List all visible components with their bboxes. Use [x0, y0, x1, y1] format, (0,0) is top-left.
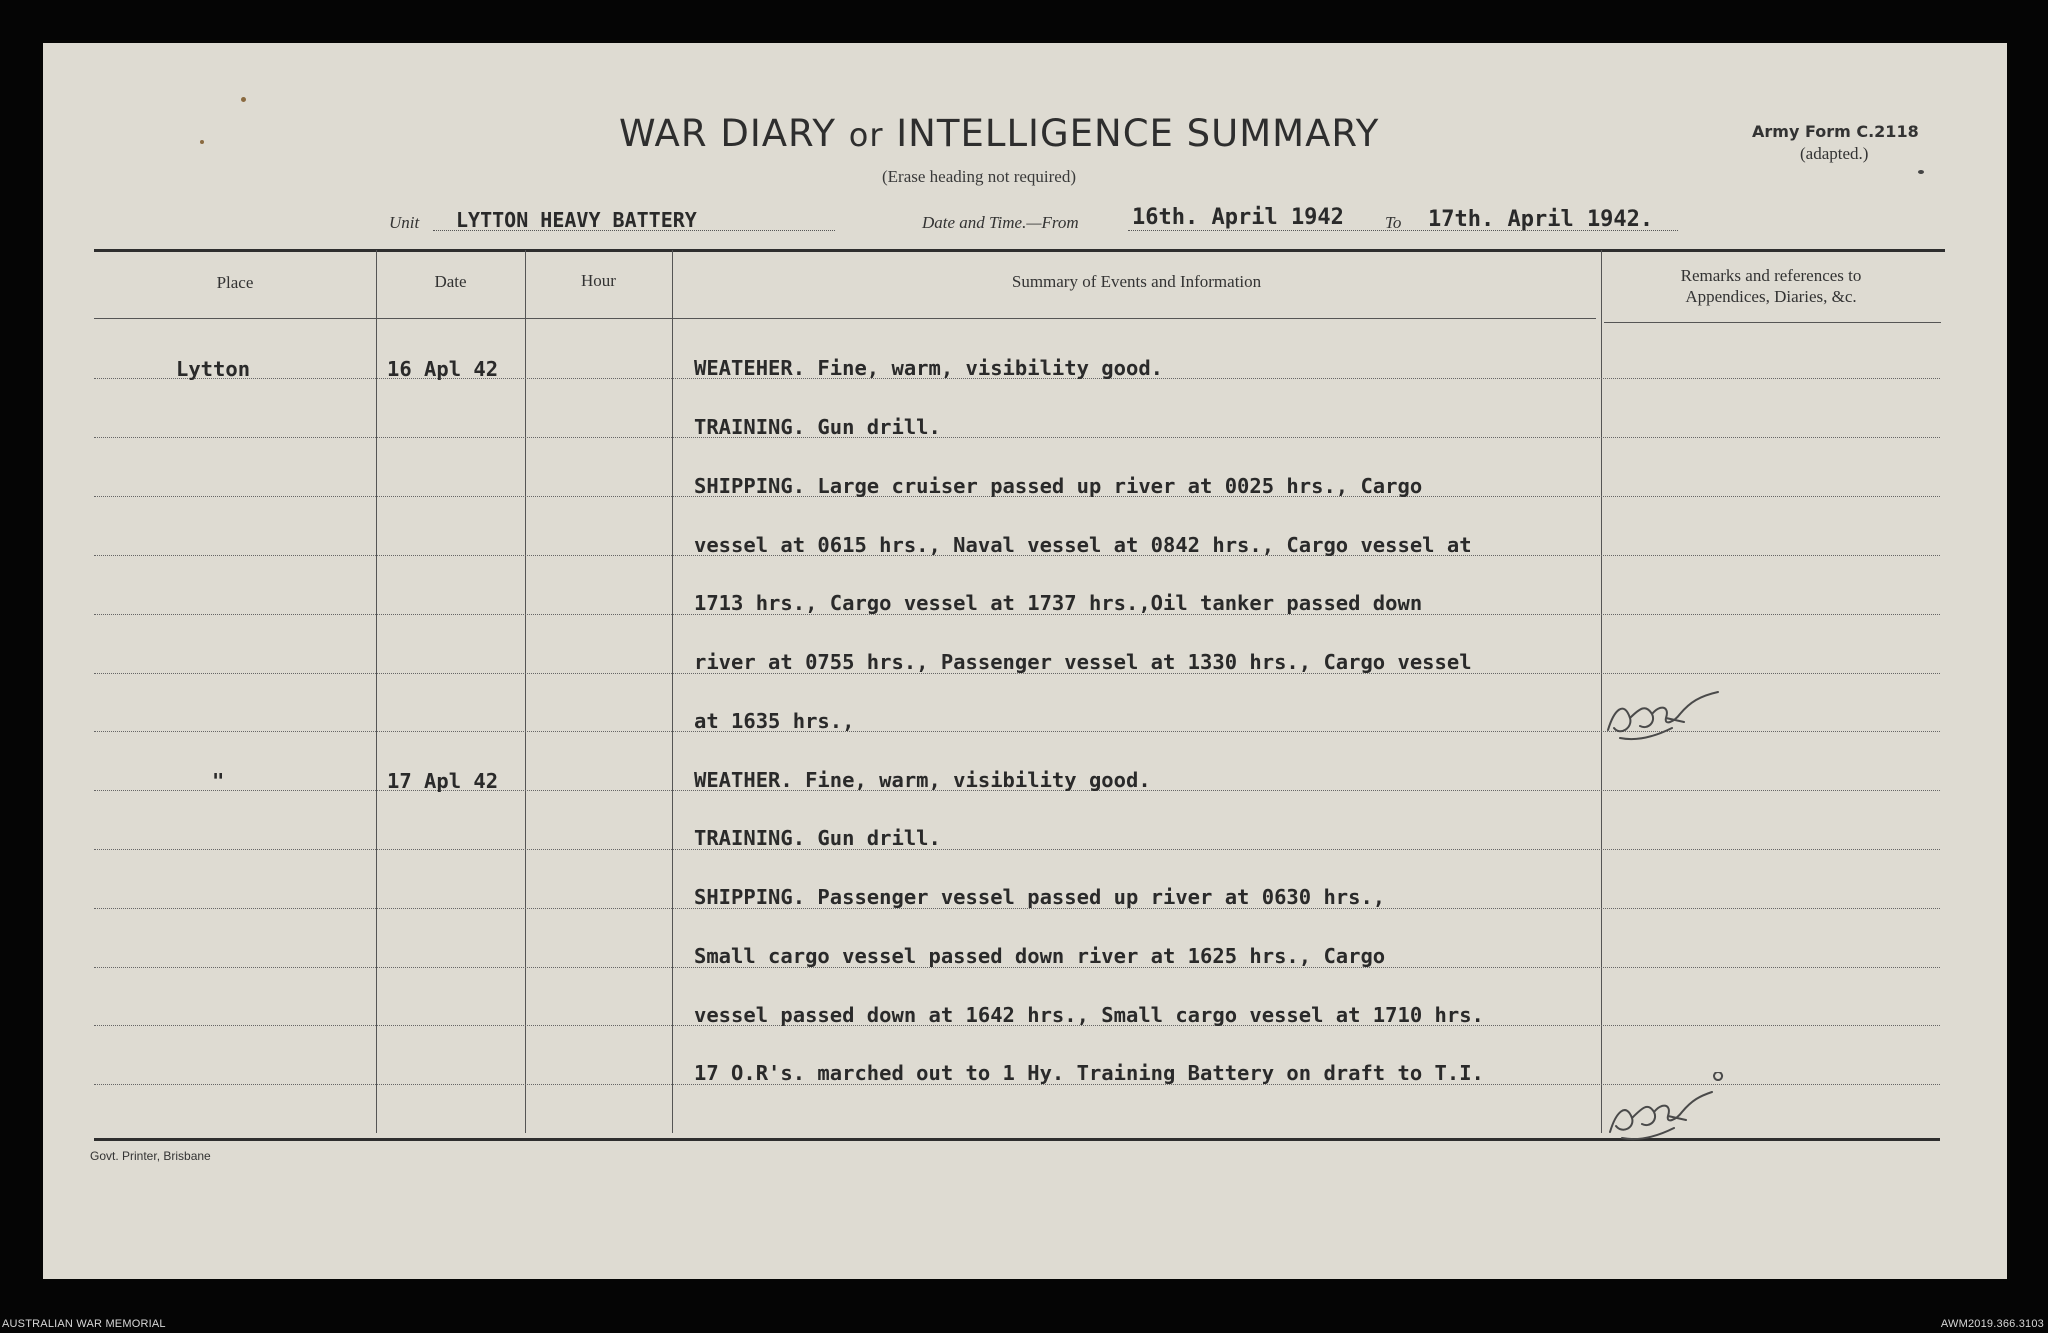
summary-line: vessel at 0615 hrs., Naval vessel at 0842 hrs., Cargo vessel at [694, 533, 1472, 557]
army-form-number: Army Form C.2118 [1752, 122, 1919, 141]
summary-line: WEATEHER. Fine, warm, visibility good. [694, 356, 1163, 380]
column-divider-date [525, 250, 526, 1133]
summary-line: SHIPPING. Passenger vessel passed up river at 0630 hrs., [694, 885, 1386, 909]
date-from-value: 16th. April 1942 [1132, 205, 1344, 230]
handwritten-initials [1600, 1072, 1740, 1142]
header-date: Date [434, 272, 467, 291]
to-label: To [1385, 213, 1402, 232]
date-dotted-line [1128, 230, 1678, 231]
header-hour: Hour [581, 271, 616, 290]
date-cell: 16 Apl 42 [387, 357, 499, 381]
date-time-label: Date and Time.—From [922, 213, 1079, 232]
paper-stain [1918, 170, 1924, 174]
header-summary: Summary of Events and Information [1011, 272, 1262, 291]
unit-dotted-line [433, 230, 835, 231]
archive-credit: AUSTRALIAN WAR MEMORIAL [2, 1318, 166, 1330]
table-top-rule [94, 249, 1945, 252]
unit-value: LYTTON HEAVY BATTERY [456, 208, 697, 232]
summary-line: river at 0755 hrs., Passenger vessel at 1330 hrs., Cargo vessel [694, 650, 1472, 674]
header-remarks-line-2: Appendices, Diaries, &c. [1685, 287, 1857, 306]
column-divider-hour [672, 250, 673, 1133]
header-rule [94, 318, 1596, 319]
summary-line: WEATHER. Fine, warm, visibility good. [694, 768, 1151, 792]
unit-label: Unit [389, 213, 420, 232]
summary-line: TRAINING. Gun drill. [694, 826, 941, 850]
header-remarks-line-1: Remarks and references to [1680, 266, 1862, 285]
document-title: WAR DIARY or INTELLIGENCE SUMMARY [619, 112, 1380, 155]
printer-imprint: Govt. Printer, Brisbane [90, 1149, 211, 1163]
erase-heading-note: (Erase heading not required) [882, 167, 1076, 186]
place-cell: Lytton [176, 357, 251, 381]
archive-reference: AWM2019.366.3103 [1940, 1318, 2044, 1330]
date-to-value: 17th. April 1942. [1428, 207, 1654, 232]
date-cell: 17 Apl 42 [387, 769, 499, 793]
handwritten-initials [1600, 688, 1730, 748]
paper-stain [241, 97, 246, 102]
summary-line: SHIPPING. Large cruiser passed up river at 0025 hrs., Cargo [694, 474, 1423, 498]
place-ditto-cell: " [212, 769, 225, 793]
row-rule [94, 437, 1940, 438]
column-divider-place [376, 250, 377, 1133]
header-place: Place [216, 273, 254, 292]
row-rule [94, 849, 1940, 850]
paper-stain [200, 140, 204, 144]
header-rule-remarks [1604, 322, 1941, 323]
summary-line: 17 O.R's. marched out to 1 Hy. Training Battery on draft to T.I. [694, 1061, 1484, 1085]
army-form-adapted: (adapted.) [1800, 144, 1869, 163]
summary-line: vessel passed down at 1642 hrs., Small cargo vessel at 1710 hrs. [694, 1003, 1484, 1027]
summary-line: 1713 hrs., Cargo vessel at 1737 hrs.,Oil tanker passed down [694, 591, 1423, 615]
summary-line: at 1635 hrs., [694, 709, 855, 733]
summary-line: TRAINING. Gun drill. [694, 415, 941, 439]
summary-line: Small cargo vessel passed down river at 1625 hrs., Cargo [694, 944, 1386, 968]
